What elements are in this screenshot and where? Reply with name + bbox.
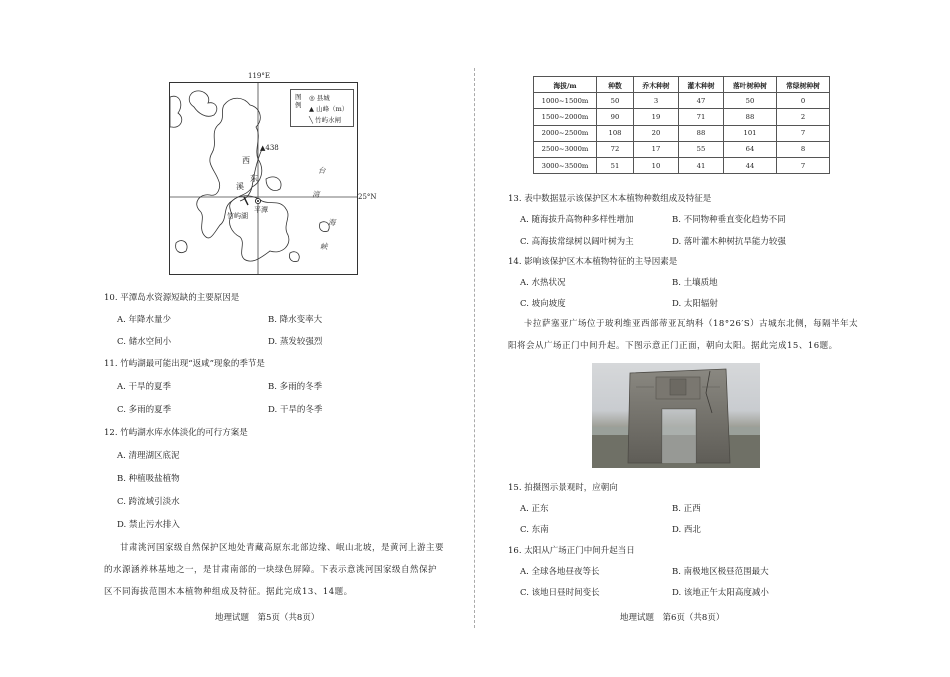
table-cell: 101 (724, 125, 777, 141)
map-label-lake: 竹屿湖 (227, 212, 248, 220)
table-cell: 41 (679, 157, 724, 173)
map-label-west: 西 (242, 156, 250, 165)
table-cell: 7 (777, 125, 830, 141)
table-cell: 10 (634, 157, 679, 173)
page-divider (474, 68, 475, 628)
legend-county-label: 县城 (316, 94, 330, 102)
table-row (534, 141, 830, 157)
peak-label: ▲438 (260, 144, 279, 152)
table-row (534, 109, 830, 125)
latitude-label: 25°N (358, 193, 377, 201)
map-label-xi: 溪 (236, 182, 244, 191)
gate-photo (592, 363, 760, 468)
sea-label-2: 湾 (312, 190, 320, 199)
peak-icon: ▲ (309, 105, 314, 113)
q15-option-a[interactable]: A. 正东 (520, 504, 549, 514)
table-cell: 17 (634, 141, 679, 157)
longitude-label: 119°E (248, 72, 270, 80)
question-10-stem: 10. 平潭岛水资源短缺的主要原因是 (104, 293, 240, 303)
q16-option-d[interactable]: D. 该地正午太阳高度减小 (672, 588, 769, 598)
table-cell: 7 (777, 157, 830, 173)
q16-option-b[interactable]: B. 南极地区极昼范围最大 (672, 567, 769, 577)
table-cell: 19 (634, 109, 679, 125)
gate-illustration (592, 363, 760, 468)
table-cell: 90 (597, 109, 634, 125)
question-12-stem: 12. 竹屿湖水库水体淡化的可行方案是 (104, 428, 248, 438)
table-header: 常绿树种树 (777, 77, 830, 93)
passage-15-16 (508, 313, 863, 357)
legend-peak (309, 104, 348, 113)
q15-option-d[interactable]: D. 西北 (672, 525, 701, 535)
table-row (534, 125, 830, 141)
question-15-stem: 15. 拍摄图示景观时，应朝向 (508, 483, 618, 493)
table-header: 灌木种树 (679, 77, 724, 93)
table-cell: 1000~1500m (534, 93, 597, 109)
q14-option-d[interactable]: D. 太阳辐射 (672, 299, 718, 309)
q13-option-a[interactable]: A. 随海拔升高物种多样性增加 (520, 215, 634, 225)
q13-option-b[interactable]: B. 不同物种垂直变化趋势不同 (672, 215, 786, 225)
passage-13-14 (104, 537, 459, 603)
q10-option-c[interactable]: C. 储水空间小 (117, 337, 172, 347)
table-cell: 1500~2000m (534, 109, 597, 125)
sea-label-1: 台 (318, 166, 326, 175)
legend-peak-label: 山峰（m） (316, 105, 349, 113)
q11-option-b[interactable]: B. 多雨的冬季 (268, 382, 323, 392)
q16-option-c[interactable]: C. 该地日昼时间变长 (520, 588, 600, 598)
sluice-icon: ╲ (309, 116, 313, 124)
table-cell: 64 (724, 141, 777, 157)
question-16-stem: 16. 太阳从广场正门中间升起当日 (508, 546, 635, 556)
table-cell: 3000~3500m (534, 157, 597, 173)
table-cell: 55 (679, 141, 724, 157)
q11-option-d[interactable]: D. 干旱的冬季 (268, 405, 323, 415)
q10-option-a[interactable]: A. 年降水量少 (117, 315, 172, 325)
q14-option-c[interactable]: C. 坡向坡度 (520, 299, 566, 309)
page-footer-right: 地理试题 第6页（共8页） (620, 613, 725, 623)
q13-option-c[interactable]: C. 高海拔常绿树以阔叶树为主 (520, 237, 634, 247)
legend-sluice-label: 竹屿水闸 (315, 116, 341, 124)
q15-option-b[interactable]: B. 正西 (672, 504, 701, 514)
passage-line-1: 甘肃洮河国家级自然保护区地处青藏高原东北部边缘、岷山北坡，是黄河上游主要 (120, 543, 445, 553)
table-cell: 50 (724, 93, 777, 109)
sea-label-4: 峡 (320, 242, 328, 251)
table-header: 海拔/m (534, 77, 597, 93)
table-cell: 2500~3000m (534, 141, 597, 157)
q12-option-c[interactable]: C. 跨流域引淡水 (117, 497, 180, 507)
q10-option-b[interactable]: B. 降水变率大 (268, 315, 323, 325)
table-cell: 72 (597, 141, 634, 157)
table-header-row (534, 77, 830, 93)
table-header: 乔木种树 (634, 77, 679, 93)
question-11-stem: 11. 竹屿湖最可能出现“返咸”现象的季节是 (104, 359, 265, 369)
q12-option-b[interactable]: B. 种植吸盐植物 (117, 474, 180, 484)
table-cell: 20 (634, 125, 679, 141)
q13-option-d[interactable]: D. 落叶灌木种树抗旱能力较强 (672, 237, 786, 247)
passage-line-1: 卡拉萨塞亚广场位于玻利维亚西部蒂亚瓦纳科（18°26′S）古城东北侧，每隔半年太 (524, 319, 859, 329)
map-label-dong: 东 (250, 174, 258, 183)
table-row (534, 93, 830, 109)
table-cell: 47 (679, 93, 724, 109)
table-cell: 51 (597, 157, 634, 173)
map-label-county: 平潭 (254, 206, 268, 214)
sea-label-3: 海 (328, 218, 336, 227)
table-cell: 108 (597, 125, 634, 141)
table-cell: 2000~2500m (534, 125, 597, 141)
passage-line-3: 区不同海拔范围木本植物种组成及特征。据此完成13、14题。 (104, 587, 353, 597)
table-cell: 88 (679, 125, 724, 141)
q12-option-d[interactable]: D. 禁止污水排入 (117, 520, 180, 530)
q15-option-c[interactable]: C. 东南 (520, 525, 549, 535)
q10-option-d[interactable]: D. 蒸发较强烈 (268, 337, 323, 347)
table-cell: 8 (777, 141, 830, 157)
table-cell: 0 (777, 93, 830, 109)
table-cell: 71 (679, 109, 724, 125)
legend-sluice (309, 115, 341, 124)
legend-title: 图例 (295, 93, 302, 109)
county-seat-icon: ◎ (309, 94, 315, 102)
table-cell: 2 (777, 109, 830, 125)
q14-option-b[interactable]: B. 土壤质地 (672, 278, 718, 288)
q11-option-c[interactable]: C. 多雨的夏季 (117, 405, 172, 415)
passage-line-2: 阳将会从广场正门中间升起。下图示意正门正面，朝向太阳。据此完成15、16题。 (508, 341, 838, 351)
map-legend (290, 89, 354, 127)
q12-option-a[interactable]: A. 清理湖区底泥 (117, 451, 180, 461)
table-row (534, 157, 830, 173)
q16-option-a[interactable]: A. 全球各地昼夜等长 (520, 567, 600, 577)
passage-line-2: 的水源涵养林基地之一，是甘肃南部的一块绿色屏障。下表示意洮河国家级自然保护 (104, 565, 438, 575)
table-cell: 88 (724, 109, 777, 125)
legend-county (309, 93, 330, 102)
table-cell: 3 (634, 93, 679, 109)
table-cell: 44 (724, 157, 777, 173)
table-header: 落叶树种树 (724, 77, 777, 93)
q14-option-a[interactable]: A. 水热状况 (520, 278, 566, 288)
map-frame (169, 82, 358, 275)
altitude-species-table (533, 76, 830, 174)
table-header: 种数 (597, 77, 634, 93)
q11-option-a[interactable]: A. 干旱的夏季 (117, 382, 172, 392)
question-14-stem: 14. 影响该保护区木本植物特征的主导因素是 (508, 257, 678, 267)
question-13-stem: 13. 表中数据显示该保护区木本植物种数组成及特征是 (508, 194, 712, 204)
page-footer-left: 地理试题 第5页（共8页） (215, 613, 320, 623)
table-cell: 50 (597, 93, 634, 109)
